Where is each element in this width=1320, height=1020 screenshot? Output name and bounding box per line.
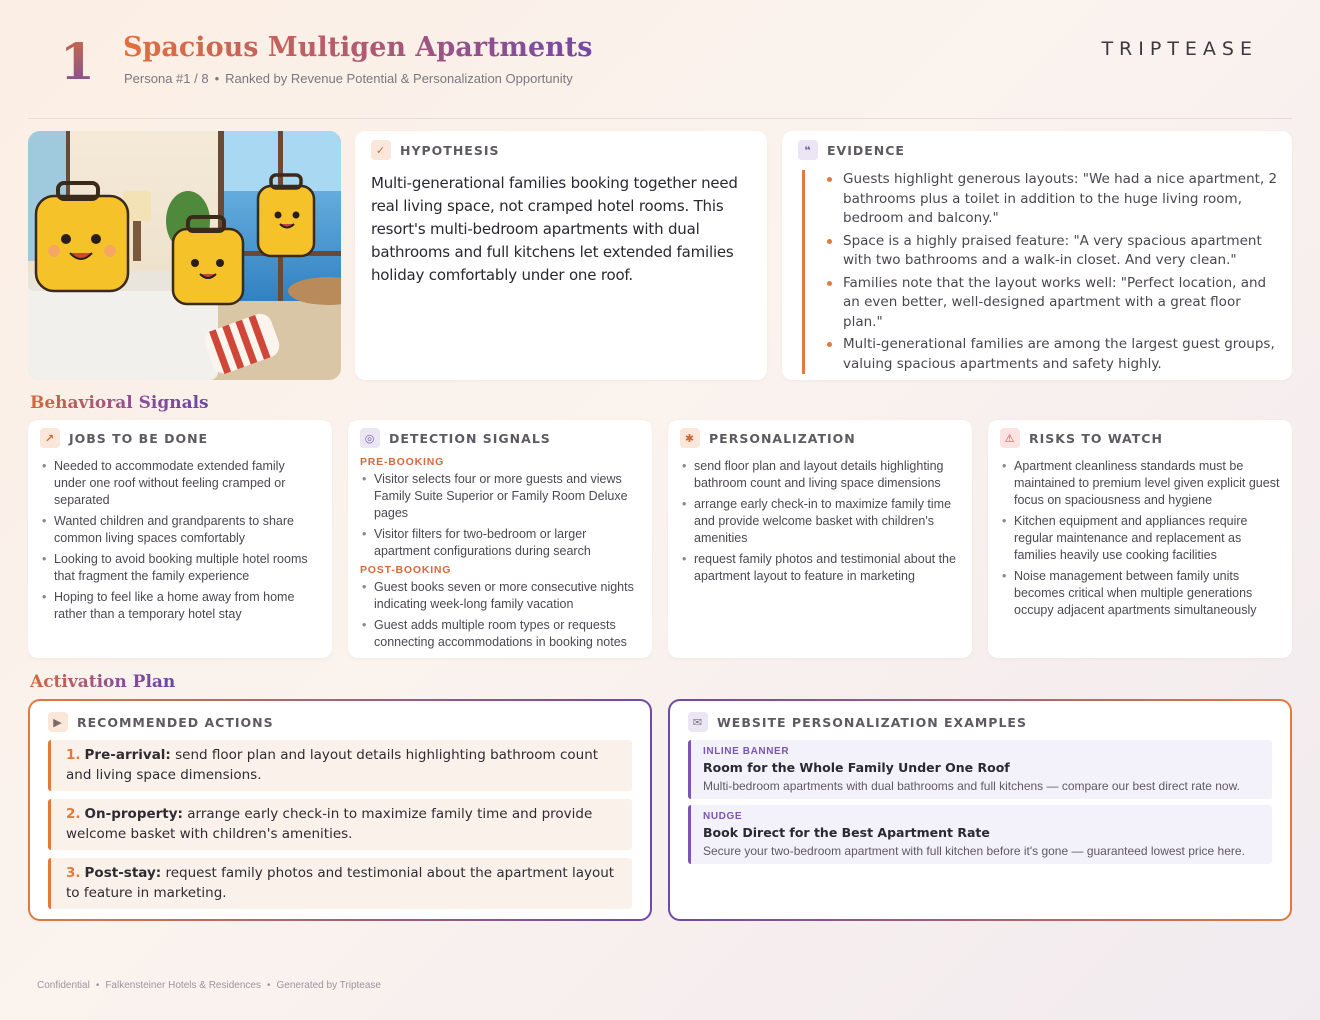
website-heading: WEBSITE PERSONALIZATION EXAMPLES	[717, 714, 1027, 730]
jobs-item: • Needed to accommodate extended family under one roof without feeling cramped or separated	[40, 458, 320, 509]
warning-icon: ⚠	[1000, 428, 1020, 448]
separator-dot: •	[95, 980, 100, 991]
action-text: arrange early check-in to maximize family time and provide welcome basket with children's amenities.	[66, 806, 593, 842]
header-divider	[28, 118, 1292, 119]
page-subtitle	[124, 71, 573, 86]
website-personalization-inner	[670, 701, 1290, 919]
radar-icon: ◎	[360, 428, 380, 448]
jobs-card	[28, 420, 332, 658]
hypothesis-text: Multi-generational families booking together need real living space, not cramped hotel rooms. This resort's multi-bedroom apartments with dual bathrooms and full kitchens let extended families holiday comfortably under one roof.	[371, 174, 738, 284]
evidence-item: Space is a highly praised feature: "A very spacious apartment with two bathrooms and a walk-in closet. And very clean."	[827, 232, 1278, 271]
jobs-item: • Looking to avoid booking multiple hotel rooms that fragment the family experience	[40, 551, 320, 585]
action-item	[48, 858, 632, 909]
detection-heading: DETECTION SIGNALS	[389, 430, 551, 446]
footer-confidential: Confidential	[37, 980, 90, 991]
actions-list	[48, 740, 632, 909]
action-label: Pre-arrival:	[84, 747, 171, 763]
persona-count: Persona #1 / 8	[124, 71, 209, 86]
jobs-item: • Wanted children and grandparents to share common living spaces comfortably	[40, 513, 320, 547]
detection-item: • Visitor selects four or more guests and views Family Suite Superior or Family Room Deluxe pages	[360, 471, 640, 522]
detection-item: • Guest books seven or more consecutive nights indicating week-long family vacation	[360, 579, 640, 613]
risks-item: • Noise management between family units becomes critical when multiple generations occupy adjacent apartments simultaneously	[1000, 568, 1280, 619]
website-example	[688, 740, 1272, 799]
header	[0, 0, 1320, 120]
action-label: On-property:	[84, 806, 183, 822]
example-type: INLINE BANNER	[703, 746, 790, 757]
detection-card	[348, 420, 652, 658]
action-number: 3.	[66, 865, 81, 881]
persona-illustration	[28, 131, 341, 380]
activation-plan-title: Activation Plan	[30, 672, 176, 692]
jobs-item: • Hoping to feel like a home away from home rather than a temporary hotel stay	[40, 589, 320, 623]
evidence-list	[802, 170, 1278, 374]
pre-booking-list	[360, 471, 640, 560]
hypothesis-card	[355, 131, 767, 380]
jobs-heading: JOBS TO BE DONE	[69, 430, 209, 446]
risks-card	[988, 420, 1292, 658]
arrow-icon: ↗	[40, 428, 60, 448]
example-title: Room for the Whole Family Under One Roof	[703, 760, 1010, 775]
detection-header	[360, 428, 640, 448]
evidence-item: Multi-generational families are among the largest guest groups, valuing spacious apartments and safety highly.	[827, 335, 1278, 374]
examples-list	[688, 740, 1272, 864]
check-icon: ✓	[371, 140, 391, 160]
personalization-header	[680, 428, 960, 448]
recommended-actions-card	[28, 699, 652, 921]
action-text: send floor plan and layout details highlighting bathroom count and living space dimensions.	[66, 747, 599, 783]
jobs-header	[40, 428, 320, 448]
action-text: request family photos and testimonial about the apartment layout to feature in marketing.	[66, 865, 615, 901]
footer	[37, 980, 381, 991]
risks-heading: RISKS TO WATCH	[1029, 430, 1163, 446]
separator-dot: •	[266, 980, 271, 991]
persona-rank: 1	[60, 30, 95, 94]
personalization-item: • request family photos and testimonial about the apartment layout to feature in marketing	[680, 551, 960, 585]
action-number: 2.	[66, 806, 81, 822]
detection-item: • Guest adds multiple room types or requests connecting accommodations in booking notes	[360, 617, 640, 651]
personalization-card	[668, 420, 972, 658]
risks-header	[1000, 428, 1280, 448]
hypothesis-heading: HYPOTHESIS	[400, 142, 500, 158]
pre-booking-label: PRE-BOOKING	[360, 456, 445, 468]
risks-item: • Apartment cleanliness standards must be maintained to premium level given explicit guest focus on spaciousness and hygiene	[1000, 458, 1280, 509]
post-booking-list	[360, 579, 640, 651]
hypothesis-header	[371, 140, 751, 160]
evidence-item: Guests highlight generous layouts: "We had a nice apartment, 2 bathrooms plus a toilet in addition to the huge living room, bedroom and balcony."	[827, 170, 1278, 229]
risks-item: • Kitchen equipment and appliances require regular maintenance and replacement as families heavily use cooking facilities	[1000, 513, 1280, 564]
separator-dot: •	[214, 71, 220, 86]
play-icon: ▶	[48, 712, 68, 732]
footer-client: Falkensteiner Hotels & Residences	[105, 980, 261, 991]
personalization-item: • arrange early check-in to maximize family time and provide welcome basket with children's amenities	[680, 496, 960, 547]
website-header	[688, 712, 1272, 732]
recommended-actions-inner	[30, 701, 650, 919]
mail-icon: ✉	[688, 712, 708, 732]
personalization-heading: PERSONALIZATION	[709, 430, 856, 446]
detection-item: • Visitor filters for two-bedroom or larger apartment configurations during search	[360, 526, 640, 560]
personalization-list	[680, 458, 960, 585]
example-body: Secure your two-bedroom apartment with full kitchen before it's gone — guaranteed lowest price here.	[703, 844, 1245, 858]
action-label: Post-stay:	[84, 865, 162, 881]
example-title: Book Direct for the Best Apartment Rate	[703, 825, 990, 840]
brand-logo: TRIPTEASE	[1101, 38, 1258, 60]
suitcase-family-illustration	[28, 131, 341, 380]
actions-heading: RECOMMENDED ACTIONS	[77, 714, 274, 730]
website-example	[688, 805, 1272, 864]
evidence-item: Families note that the layout works well: "Perfect location, and an even better, well-designed apartment with a great floor plan."	[827, 274, 1278, 333]
example-body: Multi-bedroom apartments with dual bathrooms and full kitchens — compare our best direct rate now.	[703, 779, 1240, 793]
footer-generated: Generated by Triptease	[276, 980, 381, 991]
personalization-item: • send floor plan and layout details highlighting bathroom count and living space dimensions	[680, 458, 960, 492]
risks-list	[1000, 458, 1280, 619]
example-type: NUDGE	[703, 811, 743, 822]
evidence-card	[782, 131, 1292, 380]
sparkle-icon: ✱	[680, 428, 700, 448]
quote-icon: ❝	[798, 140, 818, 160]
action-item	[48, 740, 632, 791]
post-booking-label: POST-BOOKING	[360, 564, 452, 576]
evidence-heading: EVIDENCE	[827, 142, 905, 158]
behavioral-signals-title: Behavioral Signals	[30, 393, 209, 413]
jobs-list	[40, 458, 320, 623]
ranking-note: Ranked by Revenue Potential & Personalization Opportunity	[225, 71, 573, 86]
page-title: Spacious Multigen Apartments	[123, 30, 592, 66]
website-personalization-card	[668, 699, 1292, 921]
action-item	[48, 799, 632, 850]
action-number: 1.	[66, 747, 81, 763]
actions-header	[48, 712, 632, 732]
evidence-header	[798, 140, 1278, 160]
